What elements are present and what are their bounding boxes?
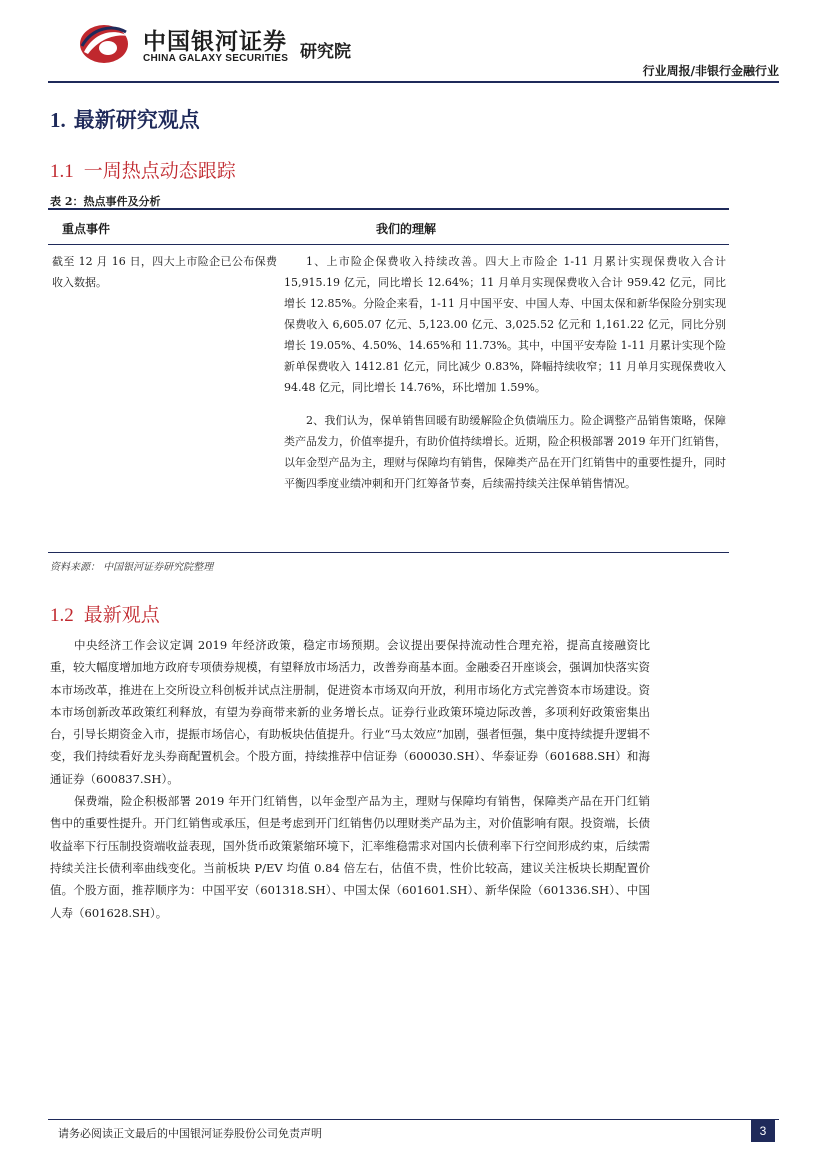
section-heading-1 — [50, 104, 200, 134]
section-title: 最新研究观点 — [73, 107, 200, 132]
table-source-note: 资料来源： 中国银河证券研究院整理 — [50, 562, 214, 573]
table-header-row — [48, 210, 729, 245]
institute-label: 研究院 — [300, 42, 351, 62]
table-row — [48, 245, 729, 553]
subsection-number: 1.2 — [50, 605, 74, 626]
subsection-heading-1-1 — [50, 156, 236, 183]
hot-events-table — [48, 208, 729, 553]
galaxy-logo-icon — [78, 22, 130, 66]
body-paragraph-1: 中央经济工作会议定调 2019 年经济政策，稳定市场预期。会议提出要保持流动性合理充裕，提高直接融资比重，较大幅度增加地方政府专项债券规模，有望释放市场活力，改善券商基本面。金融委召开座谈会，强调加快落实资本市场改革，推进在上交所设立科创板并试点注册制，促进资本市场双向开放，利用市场化方式完善资本市场建设。资本市场创新改革政策红利释放，有望为券商带来新的业务增长点。证券行业政策环境边际改善，多项利好政策密集出台，引导长期资金入市，提振市场信心，有助板块估值提升。行业“马太效应”加剧，强者恒强，集中度持续提升逻辑不变，我们持续看好龙头券商配置机会。个股方面，持续推荐中信证券（600030.SH）、华泰证券（601688.SH）和海通证券（600837.SH）。 — [50, 638, 650, 786]
footer-disclaimer: 请务必阅读正文最后的中国银河证券股份公司免责声明 — [58, 1127, 322, 1140]
analysis-cell — [284, 251, 726, 506]
subsection-title: 一周热点动态跟踪 — [83, 160, 236, 182]
subsection-number: 1.1 — [50, 161, 74, 182]
logo-english-name: CHINA GALAXY SECURITIES — [143, 53, 289, 64]
event-cell: 截至 12 月 16 日，四大上市险企已公布保费收入数据。 — [52, 255, 277, 289]
report-type: 行业周报/非银行金融行业 — [642, 64, 779, 78]
page-number: 3 — [751, 1120, 775, 1142]
subsection-heading-1-2 — [50, 600, 160, 627]
analysis-paragraph-1: 1、上市险企保费收入持续改善。四大上市险企 1-11 月累计实现保费收入合计 15,915.19 亿元，同比增长 12.64%；11 月单月实现保费收入合计 959.42 亿元，同比增长 12.85%。分险企来看，1-11 月中国平安、中国人寿、中国太保和新华保险分别实现保费收入 6,605.07 亿元、5,123.00 亿元、3,025.52 亿元和 1,161.22 亿元，同比分别增长 19.05%、4.50%、14.65%和 11.73%。其中，中国平安寿险 1-11 月累计实现个险新单保费收入 1412.81 亿元，同比减少 0.83%，降幅持续收窄；11 月单月实现保费收入 94.48 亿元，同比增长 14.76%，环比增加 1.59%。 — [284, 255, 726, 394]
section-number: 1. — [50, 108, 66, 132]
viewpoint-body — [50, 634, 650, 924]
column-header-analysis: 我们的理解 — [376, 222, 437, 236]
body-paragraph-2: 保费端，险企积极部署 2019 年开门红销售，以年金型产品为主，理财与保障均有销售，保障类产品在开门红销售中的重要性提升。开门红销售或承压，但是考虑到开门红销售仍以理财类产品为主，对价值影响有限。投资端，长债收益率下行压制投资端收益表现，国外货币政策紧缩环境下，汇率维稳需求对国内长债利率下行空间形成约束，后续需持续关注长债利率曲线变化。当前板块 P/EV 均值 0.84 倍左右，估值不贵，性价比较高，建议关注板块长期配置价值。个股方面，推荐顺序为：中国平安（601318.SH）、中国太保（601601.SH）、新华保险（601336.SH）、中国人寿（601628.SH）。 — [50, 794, 650, 920]
header-divider — [48, 81, 779, 83]
analysis-paragraph-2: 2、我们认为，保单销售回暖有助缓解险企负债端压力。险企调整产品销售策略，保障类产品发力，价值率提升，有助价值持续增长。近期，险企积极部署 2019 年开门红销售，以年金型产品为主，理财与保障均有销售，保障类产品在开门红销售中的重要性提升，同时平衡四季度业绩冲刺和开门红筹备节奏，后续需持续关注保单销售情况。 — [284, 414, 726, 490]
column-header-event: 重点事件 — [62, 222, 111, 236]
table-caption: 表 2：热点事件及分析 — [50, 195, 161, 208]
footer-divider — [48, 1119, 779, 1120]
logo-chinese-name: 中国银河证券 — [143, 29, 287, 55]
subsection-title: 最新观点 — [83, 604, 160, 626]
